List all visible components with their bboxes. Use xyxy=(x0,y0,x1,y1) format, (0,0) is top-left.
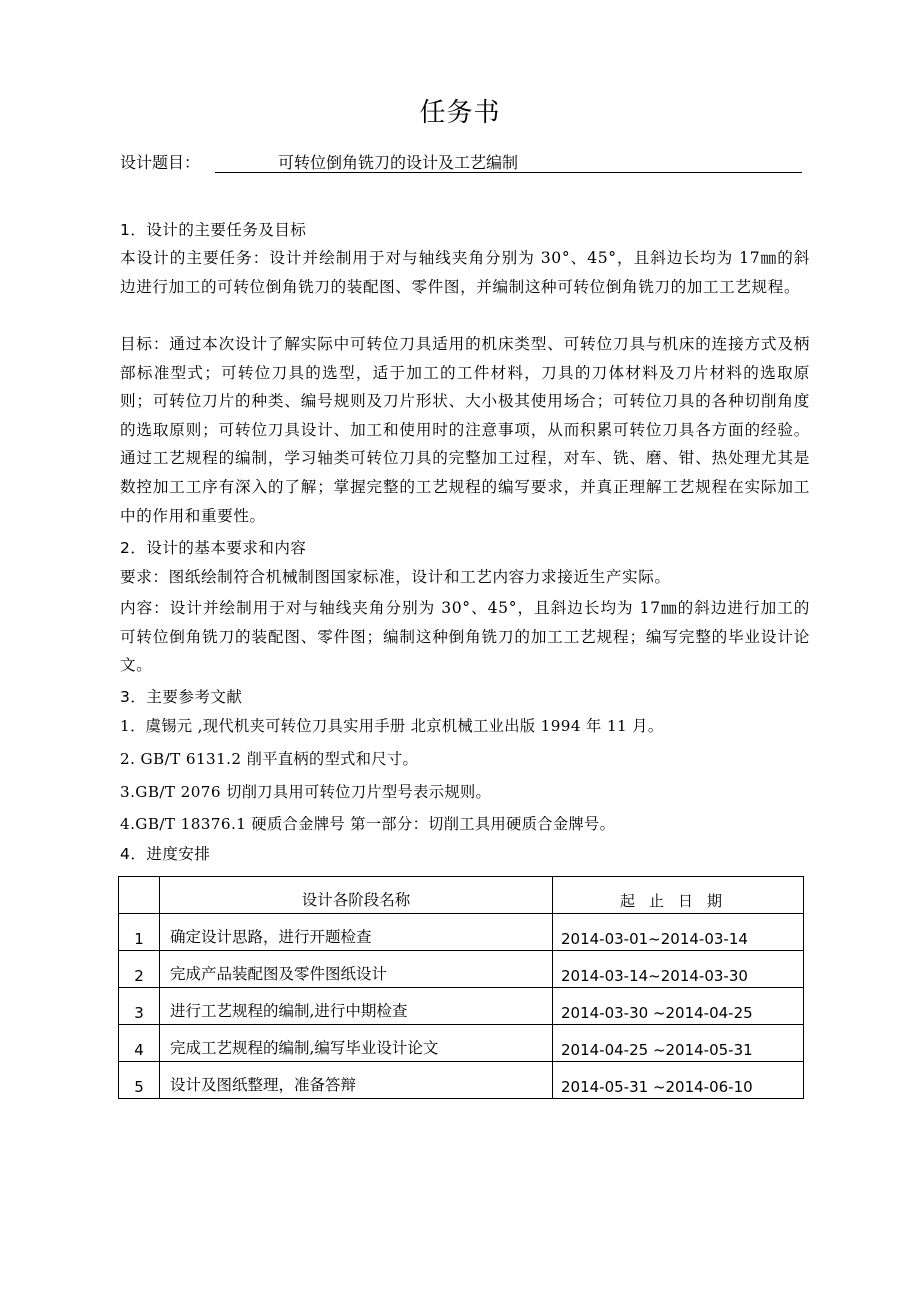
header-dates-cell: 起止日期 xyxy=(553,877,804,914)
content-paragraph: 内容：设计并绘制用于对与轴线夹角分别为 30°、45°，且斜边长均为 17㎜的斜边进行加工的可转位倒角铣刀的装配图、零件图；编制这种倒角铣刀的加工工艺规程；编写完整的毕业设计论文。 xyxy=(120,599,810,675)
header-stage-cell: 设计各阶段名称 xyxy=(160,877,553,914)
row-stage: 设计及图纸整理，准备答辩 xyxy=(160,1062,553,1099)
section-1-heading: 1．设计的主要任务及目标 xyxy=(120,221,307,239)
reference-item: 3.GB/T 2076 切削刀具用可转位刀片型号表示规则。 xyxy=(120,783,492,801)
task-paragraph: 本设计的主要任务：设计并绘制用于对与轴线夹角分别为 30°、45°，且斜边长均为 17㎜的斜边进行加工的可转位倒角铣刀的装配图、零件图，并编制这种可转位倒角铣刀的加工工艺规程。 xyxy=(120,249,810,296)
schedule-header-row xyxy=(119,877,804,914)
reference-item: 1．虞锡元 ,现代机夹可转位刀具实用手册 北京机械工业出版 1994 年 11 月。 xyxy=(120,717,664,735)
row-dates: 2014-03-30 ~2014-04-25 xyxy=(553,988,804,1025)
section-3-heading: 3．主要参考文献 xyxy=(120,688,243,706)
reference-item: 2. GB/T 6131.2 削平直柄的型式和尺寸。 xyxy=(120,750,419,768)
document-title: 任务书 xyxy=(419,98,501,128)
section-2-heading: 2．设计的基本要求和内容 xyxy=(120,539,307,557)
row-stage: 进行工艺规程的编制,进行中期检查 xyxy=(160,988,553,1025)
row-number: 5 xyxy=(119,1062,160,1099)
goal-paragraph: 目标：通过本次设计了解实际中可转位刀具适用的机床类型、可转位刀具与机床的连接方式及柄部标准型式；可转位刀具的选型，适于加工的工件材料，刀具的刀体材料及刀片材料的选取原则；可转位刀片的种类、编号规则及刀片形状、大小极其使用场合；可转位刀具的各种切削角度的选取原则；可转位刀具设计、加工和使用时的注意事项，从而积累可转位刀具各方面的经验。通过工艺规程的编制，学习轴类可转位刀具的完整加工过程，对车、铣、磨、钳、热处理尤其是数控加工工序有深入的了解；掌握完整的工艺规程的编写要求，并真正理解工艺规程在实际加工中的作用和重要性。 xyxy=(120,335,810,525)
row-dates: 2014-05-31 ~2014-06-10 xyxy=(553,1062,804,1099)
row-stage: 完成工艺规程的编制,编写毕业设计论文 xyxy=(160,1025,553,1062)
row-stage: 确定设计思路，进行开题检查 xyxy=(160,914,553,951)
row-dates: 2014-04-25 ~2014-05-31 xyxy=(553,1025,804,1062)
row-number: 3 xyxy=(119,988,160,1025)
row-number: 4 xyxy=(119,1025,160,1062)
table-row xyxy=(119,1025,804,1062)
design-topic-label: 设计题目： xyxy=(120,153,201,172)
header-num-cell xyxy=(119,877,160,914)
row-stage: 完成产品装配图及零件图纸设计 xyxy=(160,951,553,988)
row-dates: 2014-03-14~2014-03-30 xyxy=(553,951,804,988)
row-number: 2 xyxy=(119,951,160,988)
row-dates: 2014-03-01~2014-03-14 xyxy=(553,914,804,951)
table-row xyxy=(119,988,804,1025)
reference-item: 4.GB/T 18376.1 硬质合金牌号 第一部分：切削工具用硬质合金牌号。 xyxy=(120,815,616,833)
design-topic-row xyxy=(120,150,802,178)
row-number: 1 xyxy=(119,914,160,951)
schedule-table xyxy=(118,876,804,1099)
design-topic-value: 可转位倒角铣刀的设计及工艺编制 xyxy=(278,153,519,172)
table-row xyxy=(119,951,804,988)
section-4-heading: 4．进度安排 xyxy=(120,845,211,863)
requirement-paragraph: 要求：图纸绘制符合机械制图国家标准，设计和工艺内容力求接近生产实际。 xyxy=(120,568,671,586)
table-row xyxy=(119,1062,804,1099)
table-row xyxy=(119,914,804,951)
